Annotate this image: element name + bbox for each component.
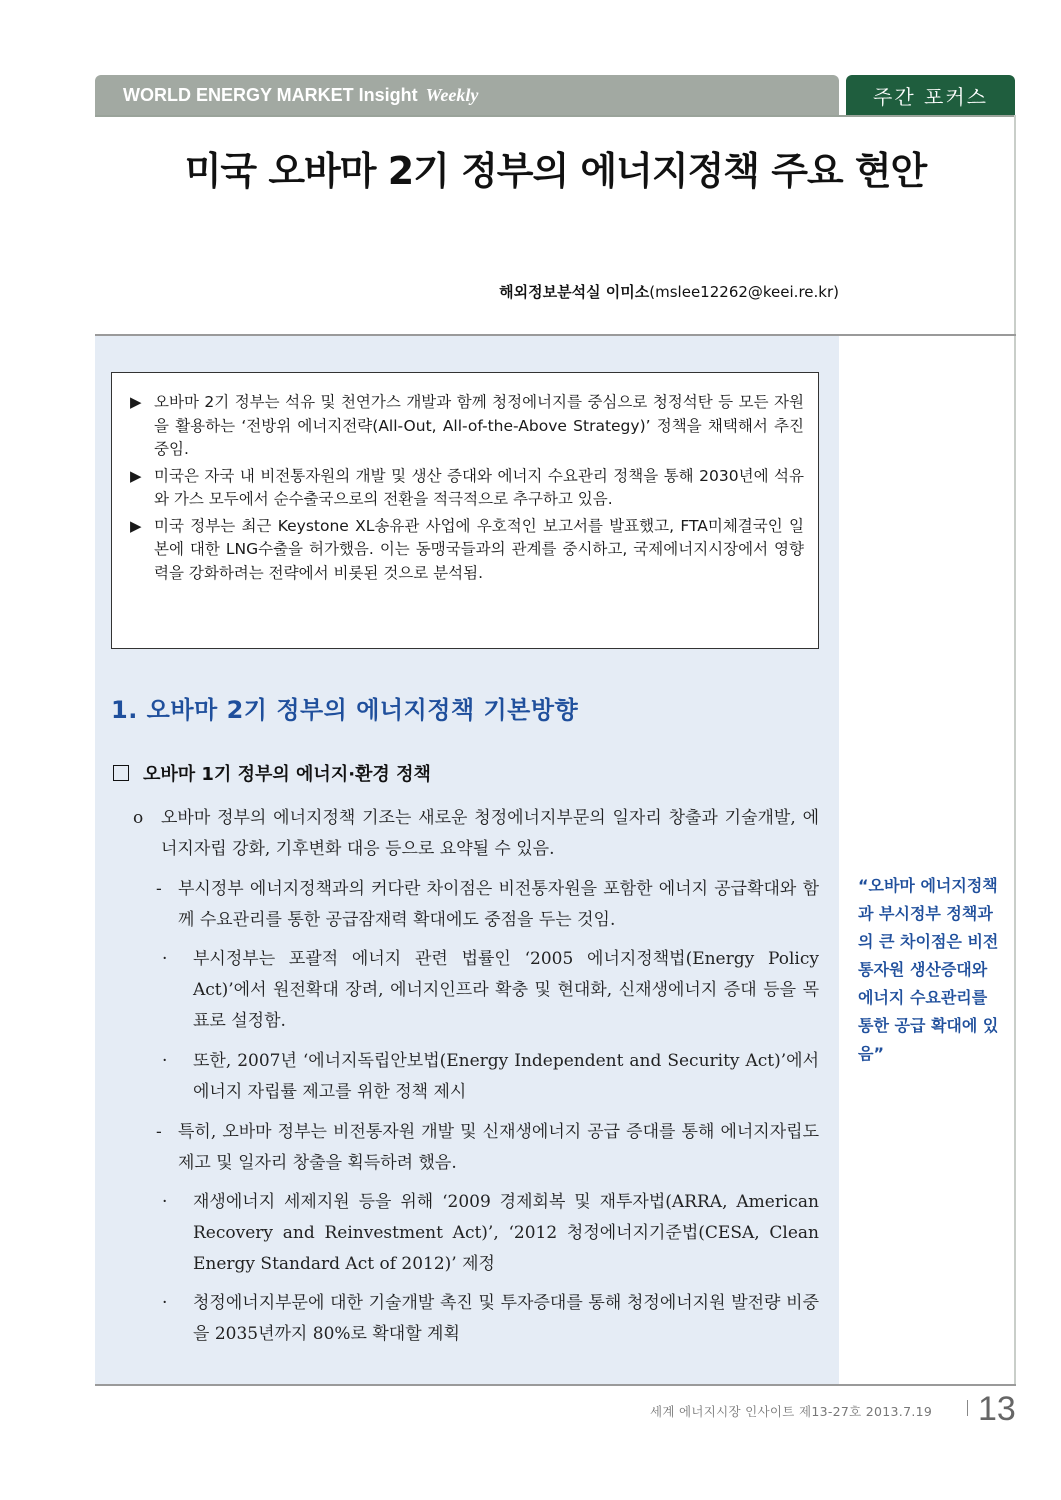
summary-box bbox=[111, 372, 819, 649]
weekly-label: Weekly bbox=[425, 84, 479, 105]
checkbox-square-icon bbox=[113, 765, 129, 781]
body-paragraph bbox=[133, 803, 819, 865]
dot-bullet: · bbox=[162, 1051, 168, 1071]
dash-bullet: - bbox=[156, 1122, 162, 1142]
right-border bbox=[1014, 115, 1016, 1385]
dash-bullet: - bbox=[156, 879, 162, 899]
arrow-icon: ▶ bbox=[130, 516, 142, 535]
subsection-title bbox=[113, 760, 431, 786]
dot-item-text: 청정에너지부문에 대한 기술개발 촉진 및 투자증대를 통해 청정에너지원 발전량 비중을 2035년까지 80%로 확대할 계획 bbox=[193, 1293, 819, 1344]
paragraph-text: 오바마 정부의 에너지정책 기조는 새로운 청정에너지부문의 일자리 창출과 기술개발, 에너지자립 강화, 기후변화 대응 등으로 요약될 수 있음. bbox=[161, 808, 819, 859]
summary-item bbox=[130, 391, 804, 462]
magazine-header bbox=[95, 75, 839, 115]
dash-item bbox=[156, 874, 819, 936]
dot-item bbox=[162, 1046, 819, 1108]
dash-item-text: 특히, 오바마 정부는 비전통자원 개발 및 신재생에너지 공급 증대를 통해 에너지자립도 제고 및 일자리 창출을 획득하려 했음. bbox=[178, 1122, 819, 1173]
author-email: (mslee12262@keei.re.kr) bbox=[649, 283, 839, 301]
page-number: 13 bbox=[978, 1390, 1016, 1428]
pull-quote: “오바마 에너지정책과 부시정부 정책과의 큰 차이점은 비전통자원 생산증대와 에너지 수요관리를 통한 공급 확대에 있음” bbox=[858, 876, 999, 1063]
dot-item-text: 부시정부는 포괄적 에너지 관련 법률인 ‘2005 에너지정책법(Energy Policy Act)’에서 원전확대 장려, 에너지인프라 확충 및 현대화, 신재생에너지 증대 등을 목표로 설정함. bbox=[193, 949, 819, 1031]
arrow-icon: ▶ bbox=[130, 466, 142, 485]
arrow-icon: ▶ bbox=[130, 393, 142, 411]
section-title: 1. 오바마 2기 정부의 에너지정책 기본방향 bbox=[111, 696, 579, 724]
dash-item-text: 부시정부 에너지정책과의 커다란 차이점은 비전통자원을 포함한 에너지 공급확대와 함께 수요관리를 통한 공급잠재력 확대에도 중점을 두는 것임. bbox=[178, 879, 819, 930]
dot-item-text: 재생에너지 세제지원 등을 위해 ‘2009 경제회복 및 재투자법(ARRA, American Recovery and Reinvestment Act)’, ‘2012 청정에너지기준법(CESA, Clean Energy Standard Act of 2012)’ 제정 bbox=[193, 1192, 819, 1274]
summary-item bbox=[130, 515, 804, 586]
dot-bullet: · bbox=[162, 1293, 168, 1313]
dot-bullet: · bbox=[162, 1192, 168, 1212]
author-name: 해외정보분석실 이미소 bbox=[499, 283, 650, 301]
dot-item bbox=[162, 1288, 819, 1350]
content-bottom-divider bbox=[95, 1384, 1016, 1386]
article-title: 미국 오바마 2기 정부의 에너지정책 주요 현안 bbox=[184, 149, 927, 193]
footer-separator bbox=[967, 1400, 968, 1416]
footer-publication: 세계 에너지시장 인사이트 제13-27호 2013.7.19 bbox=[650, 1404, 933, 1419]
header-divider bbox=[95, 115, 1016, 117]
subsection-text: 오바마 1기 정부의 에너지·환경 정책 bbox=[143, 764, 431, 785]
summary-item bbox=[130, 465, 804, 512]
dot-bullet: · bbox=[162, 949, 168, 969]
dash-item bbox=[156, 1117, 819, 1179]
dot-item-text: 또한, 2007년 ‘에너지독립안보법(Energy Independent and Security Act)’에서 에너지 자립률 제고를 위한 정책 제시 bbox=[193, 1051, 819, 1102]
summary-text: 미국은 자국 내 비전통자원의 개발 및 생산 증대와 에너지 수요관리 정책을 통해 2030년에 석유와 가스 모두에서 순수출국으로의 전환을 적극적으로 추구하고 있음. bbox=[154, 466, 804, 508]
author-line bbox=[499, 281, 839, 302]
dot-item bbox=[162, 944, 819, 1037]
section-tab: 주간 포커스 bbox=[846, 75, 1015, 115]
summary-text: 오바마 2기 정부는 석유 및 천연가스 개발과 함께 청정에너지를 중심으로 청정석탄 등 모든 자원을 활용하는 ‘전방위 에너지전략(All-Out, All-of-the-Above Strategy)’ 정책을 채택해서 추진 중임. bbox=[154, 393, 804, 458]
magazine-name: WORLD ENERGY MARKET Insight bbox=[123, 84, 418, 105]
dot-item bbox=[162, 1187, 819, 1280]
circle-bullet: o bbox=[133, 808, 144, 828]
summary-text: 미국 정부는 최근 Keystone XL송유관 사업에 우호적인 보고서를 발표했고, FTA미체결국인 일본에 대한 LNG수출을 허가했음. 이는 동맹국들과의 관계를 중시하고, 국제에너지시장에서 영향력을 강화하려는 전략에서 비롯된 것으로 분석됨. bbox=[154, 516, 804, 582]
